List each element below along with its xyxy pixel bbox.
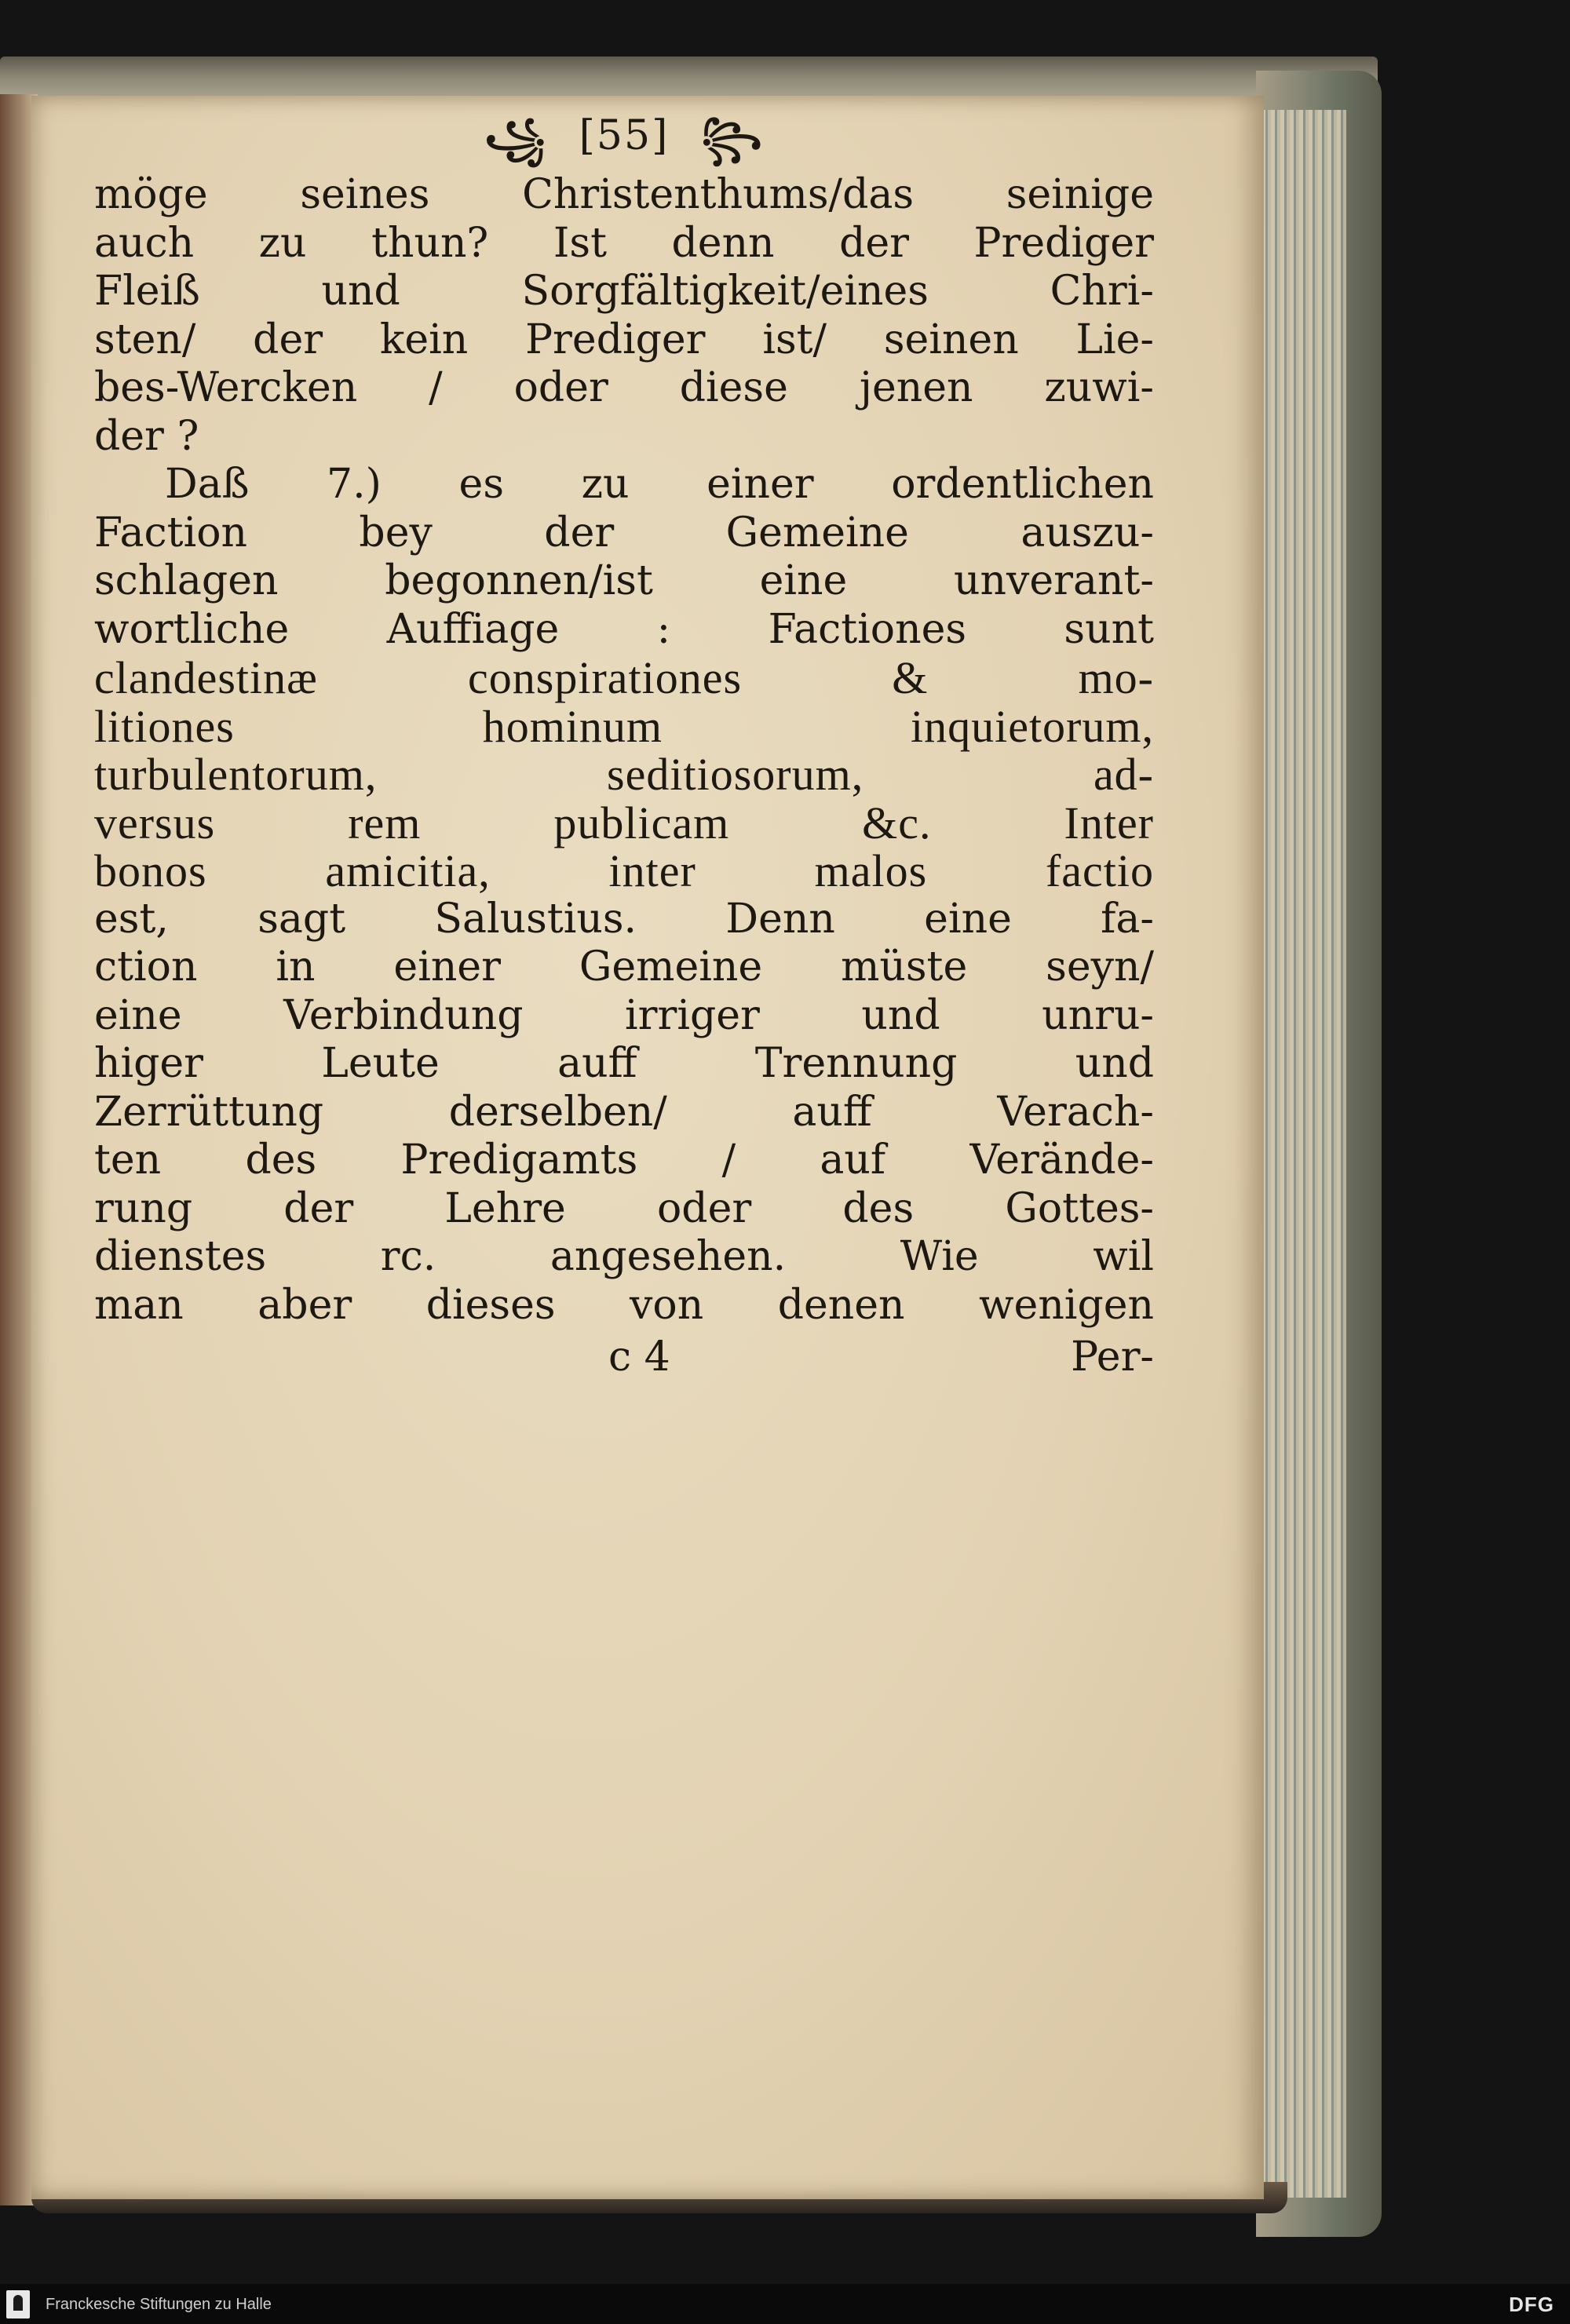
institution-name: Franckesche Stiftungen zu Halle <box>46 2296 272 2313</box>
text-line: Zerrüttung derselben/ auff Verach- <box>94 1088 1154 1136</box>
text-line: est, sagt Salustius. Denn eine fa- <box>94 895 1154 943</box>
text-line: bonos amicitia, inter malos factio <box>94 845 1154 896</box>
institution-logo-icon <box>6 2290 30 2319</box>
text-line: wortliche Auffiage : Factiones sunt <box>94 605 1154 653</box>
text-line: higer Leute auff Trennung und <box>94 1040 1154 1087</box>
text-line: möge seines Christenthums/das seinige <box>94 171 1154 218</box>
funder-logo: DFG <box>1509 2293 1554 2316</box>
footer-bar <box>0 2284 1570 2324</box>
text-line: auch zu thun? Ist denn der Prediger <box>94 219 1154 267</box>
page-text <box>94 100 1154 1385</box>
text-line: dienstes rc. angesehen. Wie wil <box>94 1233 1154 1280</box>
text-line: rung der Lehre oder des Gottes- <box>94 1184 1154 1232</box>
catchword: Per- <box>1071 1333 1154 1381</box>
text-line: sten/ der kein Prediger ist/ seinen Lie- <box>94 316 1154 363</box>
text-line: bes-Wercken / oder diese jenen zuwi- <box>94 364 1154 411</box>
text-line: ten des Predigamts / auf Verände- <box>94 1136 1154 1184</box>
text-line: clandestinæ conspirationes & mo- <box>94 652 1154 703</box>
text-line: Daß 7.) es zu einer ordentlichen <box>165 461 1154 508</box>
page-stack-edges <box>1252 110 1346 2198</box>
page-number: [55] <box>579 112 670 159</box>
header-ornament-right: ꧂ <box>700 115 765 162</box>
text-line: schlagen begonnen/ist eine unverant- <box>94 557 1154 604</box>
text-line: litiones hominum inquietorum, <box>94 700 1154 752</box>
text-line: ction in einer Gemeine müste seyn/ <box>94 943 1154 991</box>
text-line: man aber dieses von denen wenigen <box>94 1281 1154 1329</box>
text-line: eine Verbindung irriger und unru- <box>94 991 1154 1039</box>
text-line: Faction bey der Gemeine auszu- <box>94 509 1154 556</box>
page-footer <box>94 1330 1154 1385</box>
text-line: turbulentorum, seditiosorum, ad- <box>94 749 1154 800</box>
page-header <box>94 100 1154 171</box>
header-ornament-left: ꧁ <box>484 115 548 162</box>
signature-mark: c 4 <box>608 1333 670 1381</box>
text-line: Fleiß und Sorgfältigkeit/eines Chri- <box>94 268 1154 315</box>
text-line: versus rem publicam &c. Inter <box>94 797 1154 848</box>
text-line: der ? <box>94 412 199 460</box>
